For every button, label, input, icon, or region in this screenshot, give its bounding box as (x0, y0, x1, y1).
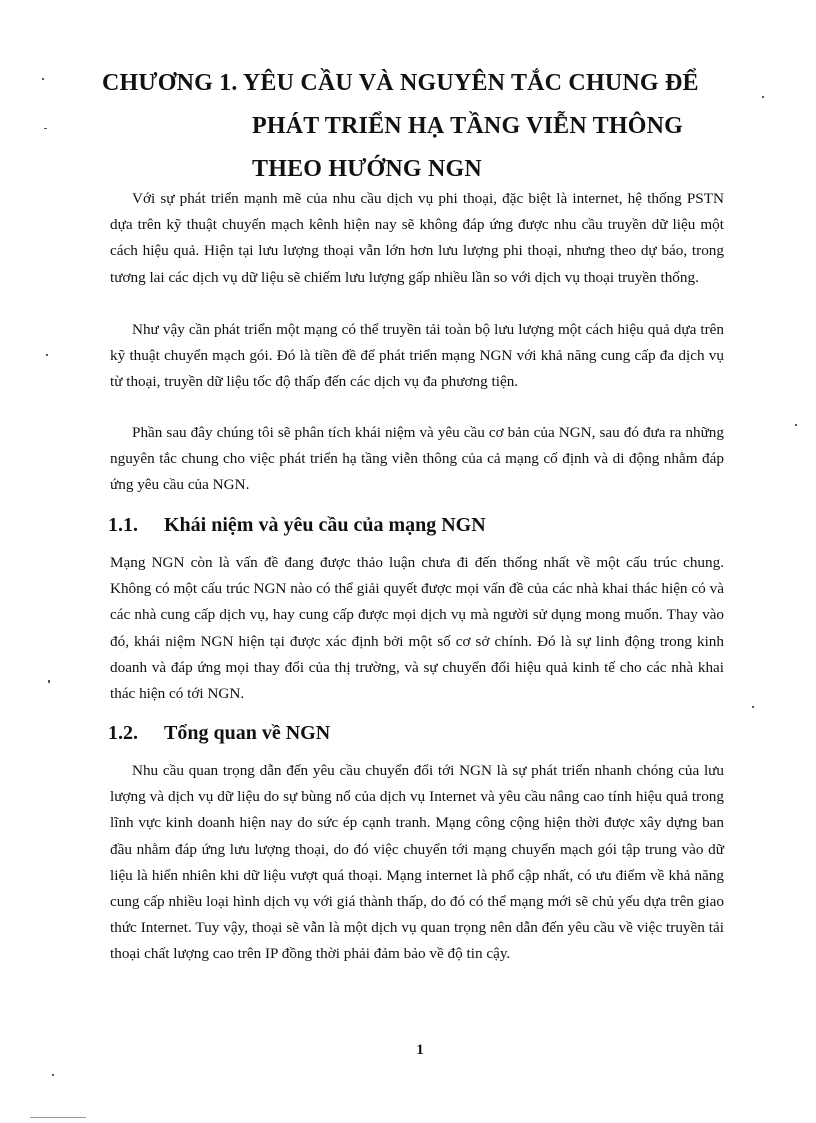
section-heading-1-2 (108, 720, 330, 746)
scan-speck (42, 78, 44, 80)
section-number: 1.2. (108, 722, 138, 744)
scan-speck (795, 424, 797, 426)
section-title: Tổng quan về NGN (164, 722, 331, 744)
chapter-title-line-2: PHÁT TRIỂN HẠ TẦNG VIỄN THÔNG (252, 113, 684, 139)
section-1-2-body: Nhu cầu quan trọng dẫn đến yêu cầu chuyển đổi tới NGN là sự phát triển nhanh chóng của lưu lượng và dịch vụ dữ liệu do sự bùng nổ của dịch vụ Internet và yêu cầu nâng cao tính hiệu quả trong lĩnh vực kinh doanh hiện nay do sức ép cạnh tranh. Mạng công cộng hiện thời được xây dựng ban đầu nhằm đáp ứng lưu lượng thoại, do đó việc chuyển tới mạng chuyển mạch gói tập trung vào dữ liệu là hiển nhiên khi dữ liệu vượt quá thoại. Mạng internet là phổ cập nhất, có ưu điểm về khả năng cung cấp nhiều loại hình dịch vụ với giá thành thấp, do đó có thể mạng mới sẽ chủ yếu dựa trên giao thức Internet. Tuy vậy, thoại sẽ vẫn là một dịch vụ quan trọng nên dẫn đến yêu cầu về việc truyền tải thoại chất lượng cao trên IP đồng thời phải đảm bảo về độ tin cậy. (110, 762, 724, 963)
intro-paragraph-2: Như vậy cần phát triển một mạng có thể truyền tải toàn bộ lưu lượng một cách hiệu quả dựa trên kỹ thuật chuyển mạch gói. Đó là tiền đề để phát triển mạng NGN với khả năng cung cấp đa dịch vụ từ thoại, truyền dữ liệu tốc độ thấp đến các dịch vụ đa phương tiện. (110, 321, 724, 391)
section-1-1-body: Mạng NGN còn là vấn đề đang được thảo luận chưa đi đến thống nhất về một cấu trúc chung. Không có một cấu trúc NGN nào có thể giải quyết được mọi vấn đề của các nhà khai thác hiện có và các nhà cung cấp dịch vụ, hay cung cấp được mọi dịch vụ mà người sử dụng mong muốn. Thay vào đó, khái niệm NGN hiện tại được xác định bởi một số cơ sở chính. Đó là sự linh động trong kinh doanh và đáp ứng mọi thay đổi của thị trường, và sự chuyển đổi hiệu quả kinh tế cho các nhà khai thác hiện có tới NGN. (110, 554, 724, 703)
scan-speck (752, 706, 754, 708)
section-number: 1.1. (108, 514, 138, 536)
scan-speck (46, 354, 48, 356)
chapter-title-line-3: THEO HƯỚNG NGN (252, 156, 482, 182)
page-number: 1 (416, 1042, 424, 1058)
section-title: Khái niệm và yêu cầu của mạng NGN (164, 514, 486, 536)
intro-paragraph-3: Phần sau đây chúng tôi sẽ phân tích khái niệm và yêu cầu cơ bản của NGN, sau đó đưa ra những nguyên tắc chung cho việc phát triển hạ tầng viễn thông của cả mạng cố định và di động nhằm đáp ứng yêu cầu của NGN. (110, 424, 724, 494)
scan-speck (44, 128, 47, 129)
section-heading-1-1 (108, 512, 486, 538)
scan-speck (48, 680, 50, 683)
scan-speck (762, 96, 764, 98)
scan-speck (52, 1074, 54, 1076)
chapter-title (102, 62, 742, 191)
intro-paragraph-1: Với sự phát triển mạnh mẽ của nhu cầu dịch vụ phi thoại, đặc biệt là internet, hệ thống PSTN dựa trên kỹ thuật chuyển mạch kênh hiện nay sẽ không đáp ứng được nhu cầu truyền dữ liệu một cách hiệu quả. Hiện tại lưu lượng thoại vẫn lớn hơn lưu lượng phi thoại, nhưng theo dự báo, trong tương lai các dịch vụ dữ liệu sẽ chiếm lưu lượng gấp nhiều lần so với dịch vụ thoại truyền thống. (110, 190, 724, 286)
scan-edge-line (30, 1117, 86, 1118)
chapter-title-line-1: CHƯƠNG 1. YÊU CẦU VÀ NGUYÊN TẮC CHUNG ĐỂ (102, 70, 699, 96)
